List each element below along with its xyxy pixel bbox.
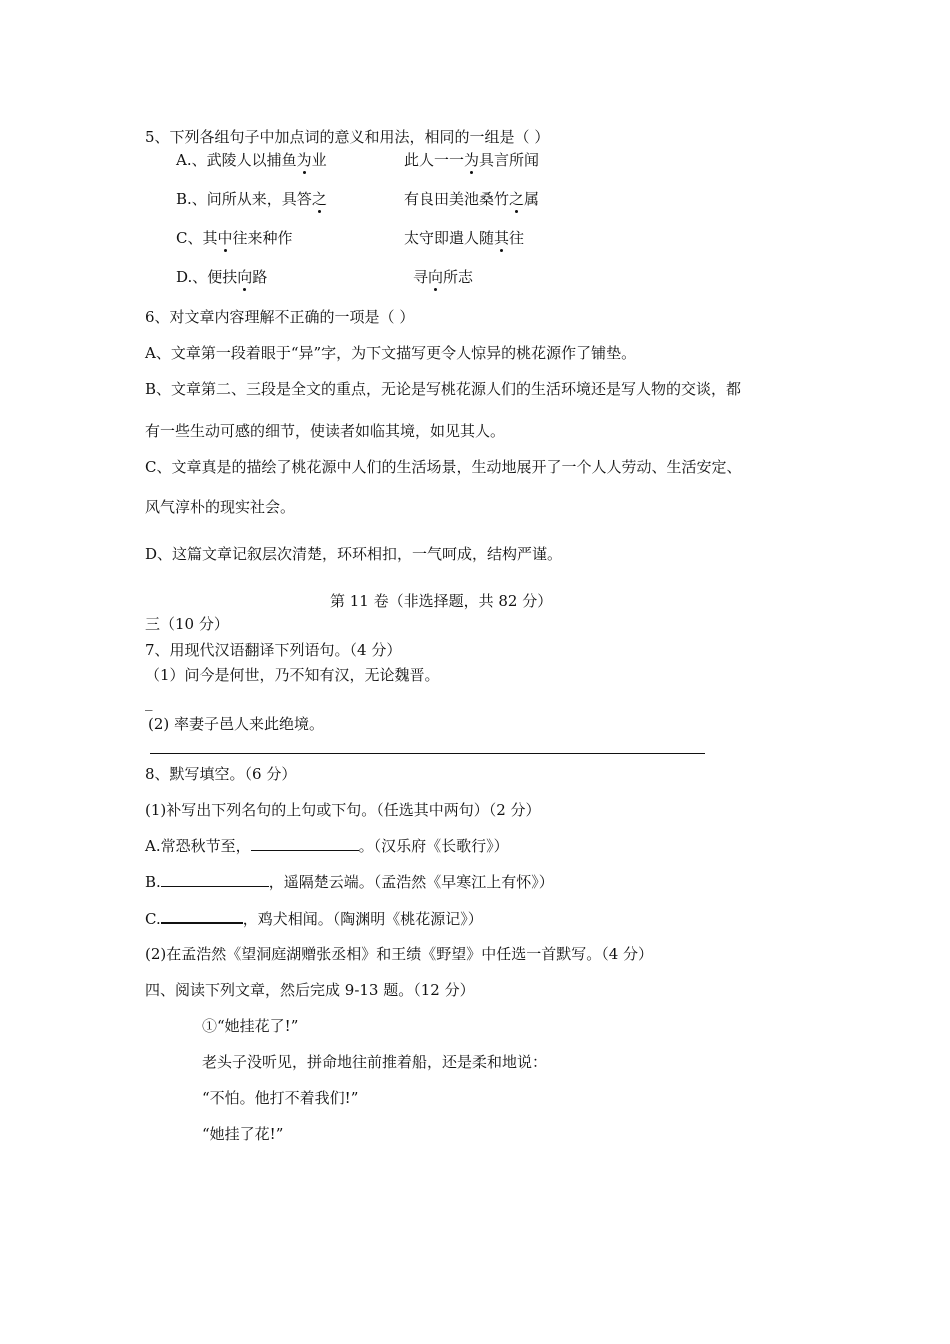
passage-paragraph-4: “她挂了花!” — [202, 1125, 284, 1143]
q8-item-c — [145, 908, 483, 929]
passage-paragraph-1: ①“她挂花了!” — [202, 1017, 299, 1035]
phrase-text: 问所从来，具答 — [206, 190, 312, 208]
phrase-text: 便扶 — [207, 268, 238, 286]
fill-blank[interactable] — [251, 836, 359, 851]
passage-paragraph-3: “不怕。他打不着我们!” — [202, 1089, 359, 1107]
phrase-text: 此人一一 — [404, 151, 465, 169]
q5-option-a-pair — [404, 150, 539, 170]
section3-heading: 三（10 分） — [145, 615, 229, 633]
q5-option-d-pair — [413, 267, 473, 287]
q8-item-a — [145, 836, 509, 856]
q6-option-b-line1: B、文章第二、三段是全文的重点，无论是写桃花源人们的生活环境还是写人物的交谈，都 — [145, 380, 742, 398]
emphasized-word: 之 — [311, 190, 327, 208]
emphasized-word: 中 — [217, 229, 233, 247]
item-text: A.常恐秋节至， — [145, 837, 251, 855]
q8-item-b — [145, 872, 554, 892]
phrase-text: 寻 — [413, 268, 429, 286]
q8-sub1: (1)补写出下列名句的上句或下句。（任选其中两句）（2 分） — [145, 801, 541, 819]
phrase-text: 路 — [252, 268, 268, 286]
emphasized-word: 为 — [464, 151, 480, 169]
q7-sentence-2: (2) 率妻子邑人来此绝境。 — [148, 715, 325, 733]
phrase-text: 往来种作 — [232, 229, 293, 247]
emphasized-word: 向 — [237, 268, 253, 286]
item-text: ，鸡犬相闻。（陶渊明《桃花源记》） — [242, 910, 483, 928]
q5-option-b-pair — [404, 189, 539, 209]
item-text: 。（汉乐府《长歌行》） — [358, 837, 509, 855]
q7-sentence-1: （1）问今是何世，乃不知有汉，无论魏晋。 — [145, 666, 440, 684]
q6-option-b-line2: 有一些生动可感的细节，使读者如临其境，如见其人。 — [145, 422, 506, 440]
option-label: D.、 — [176, 268, 208, 286]
item-text: C. — [145, 910, 161, 928]
item-text: B. — [145, 873, 161, 891]
q5-option-a — [176, 150, 327, 170]
part2-title: 第 11 卷（非选择题，共 82 分） — [330, 592, 553, 610]
phrase-text: 武陵人以捕鱼 — [206, 151, 297, 169]
emphasized-word: 向 — [428, 268, 444, 286]
q5-option-d — [176, 267, 267, 287]
q6-stem: 6、对文章内容理解不正确的一项是（ ） — [145, 308, 415, 326]
phrase-text: 具言所闻 — [479, 151, 540, 169]
emphasized-word: 为 — [296, 151, 312, 169]
passage-paragraph-2: 老头子没听见，拼命地往前推着船，还是柔和地说： — [202, 1053, 548, 1071]
q6-option-d: D、这篇文章记叙层次清楚，环环相扣，一气呵成，结构严谨。 — [145, 545, 563, 563]
q5-option-c-pair — [404, 228, 524, 248]
emphasized-word: 之 — [509, 190, 525, 208]
q5-stem: 5、下列各组句子中加点词的意义和用法，相同的一组是（ ） — [145, 128, 550, 146]
option-label: A.、 — [176, 151, 207, 169]
phrase-text: 业 — [311, 151, 327, 169]
phrase-text: 属 — [524, 190, 540, 208]
option-label: B.、 — [176, 190, 207, 208]
answer-line — [150, 753, 705, 754]
emphasized-word: 其 — [494, 229, 510, 247]
q6-option-a: A、文章第一段着眼于“异”字，为下文描写更令人惊异的桃花源作了铺垫。 — [145, 344, 637, 362]
fill-blank[interactable] — [161, 872, 269, 887]
q5-option-c — [176, 228, 293, 248]
phrase-text: 太守即遣人随 — [404, 229, 495, 247]
q8-sub2: (2)在孟浩然《望洞庭湖赠张丞相》和王绩《野望》中任选一首默写。（4 分） — [145, 945, 654, 963]
q6-option-c-line2: 风气淳朴的现实社会。 — [145, 498, 296, 516]
answer-mark: _ — [145, 693, 153, 711]
fill-blank[interactable] — [161, 908, 243, 924]
q5-option-b — [176, 189, 327, 209]
item-text: ，遥隔楚云端。（孟浩然《早寒江上有怀》） — [268, 873, 554, 891]
section4-heading: 四、阅读下列文章，然后完成 9-13 题。（12 分） — [145, 981, 475, 999]
phrase-text: 有良田美池桑竹 — [404, 190, 510, 208]
option-label: C、 — [176, 229, 203, 247]
phrase-text: 往 — [509, 229, 525, 247]
q6-option-c-line1: C、文章真是的描绘了桃花源中人们的生活场景，生动地展开了一个人人劳动、生活安定、 — [145, 458, 742, 476]
q7-stem: 7、用现代汉语翻译下列语句。（4 分） — [145, 641, 402, 659]
phrase-text: 所志 — [443, 268, 474, 286]
phrase-text: 其 — [202, 229, 218, 247]
q8-stem: 8、默写填空。（6 分） — [145, 765, 297, 783]
